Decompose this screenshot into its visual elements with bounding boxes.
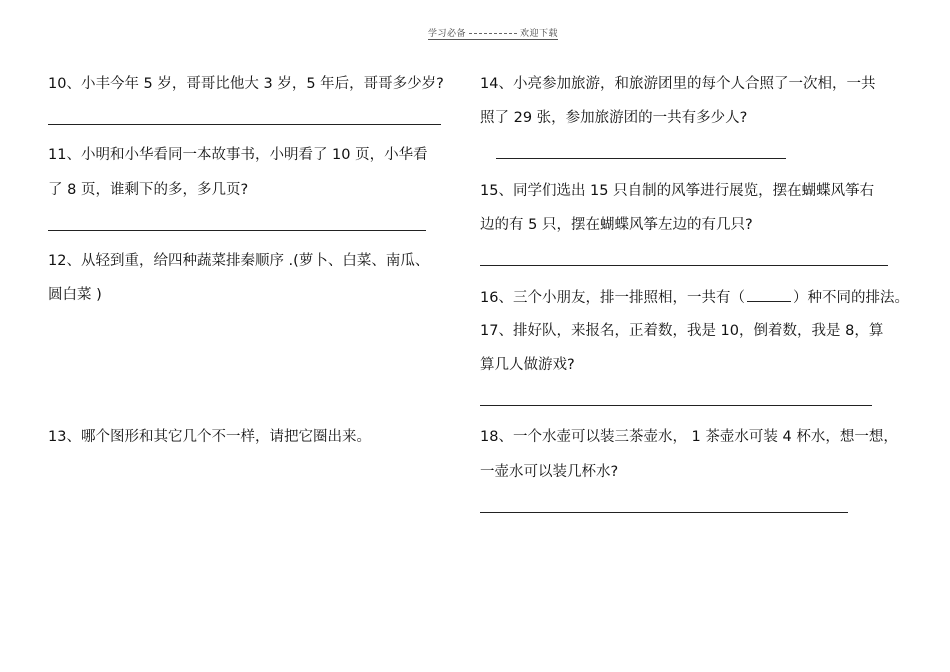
question-11-line-1: 11、小明和小华看同一本故事书，小明看了 10 页，小华看 <box>48 147 428 163</box>
question-15-line-2: 边的有 5 只，摆在蝴蝶风筝左边的有几只? <box>480 217 753 233</box>
question-14-line-1: 14、小亮参加旅游，和旅游团里的每个人合照了一次相，一共 <box>480 76 876 92</box>
header-left-text: 学习必备 <box>428 29 467 39</box>
header-dashes <box>469 33 517 34</box>
question-14-answer-line[interactable] <box>496 158 786 159</box>
question-14-line-2: 照了 29 张，参加旅游团的一共有多少人? <box>480 110 748 126</box>
question-15-line-1: 15、同学们选出 15 只自制的风筝进行展览，摆在蝴蝶风筝右 <box>480 183 875 199</box>
question-11-answer-line[interactable] <box>48 230 426 231</box>
question-17-answer-line[interactable] <box>480 405 872 406</box>
question-10-answer-line[interactable] <box>48 124 441 125</box>
question-16-text-after: ）种不同的排法。 <box>792 290 909 306</box>
question-16-text-before: 16、三个小朋友，排一排照相，一共有（ <box>480 290 745 306</box>
question-11-line-2: 了 8 页，谁剩下的多，多几页? <box>48 182 249 198</box>
question-17-line-2: 算几人做游戏? <box>480 357 575 373</box>
question-10-line-1: 10、小丰今年 5 岁，哥哥比他大 3 岁，5 年后，哥哥多少岁? <box>48 76 444 92</box>
page-header <box>428 26 558 39</box>
question-18-line-2: 一壶水可以装几杯水? <box>480 464 619 480</box>
header-underline <box>428 39 558 40</box>
question-12-line-2: 圆白菜 ) <box>48 287 102 303</box>
question-16-line-1 <box>480 287 909 307</box>
question-18-answer-line[interactable] <box>480 512 848 513</box>
question-13-line-1: 13、哪个图形和其它几个不一样，请把它圈出来。 <box>48 429 371 445</box>
question-15-answer-line[interactable] <box>480 265 888 266</box>
header-right-text: 欢迎下载 <box>520 29 559 39</box>
question-12-line-1: 12、从轻到重，给四种蔬菜排秦顺序 .(萝卜、白菜、南瓜、 <box>48 253 430 269</box>
question-17-line-1: 17、排好队，来报名，正着数，我是 10，倒着数，我是 8，算 <box>480 323 884 339</box>
question-16-blank[interactable] <box>747 287 791 302</box>
question-18-line-1: 18、一个水壶可以装三茶壶水， 1 茶壶水可装 4 杯水，想一想， <box>480 429 898 445</box>
